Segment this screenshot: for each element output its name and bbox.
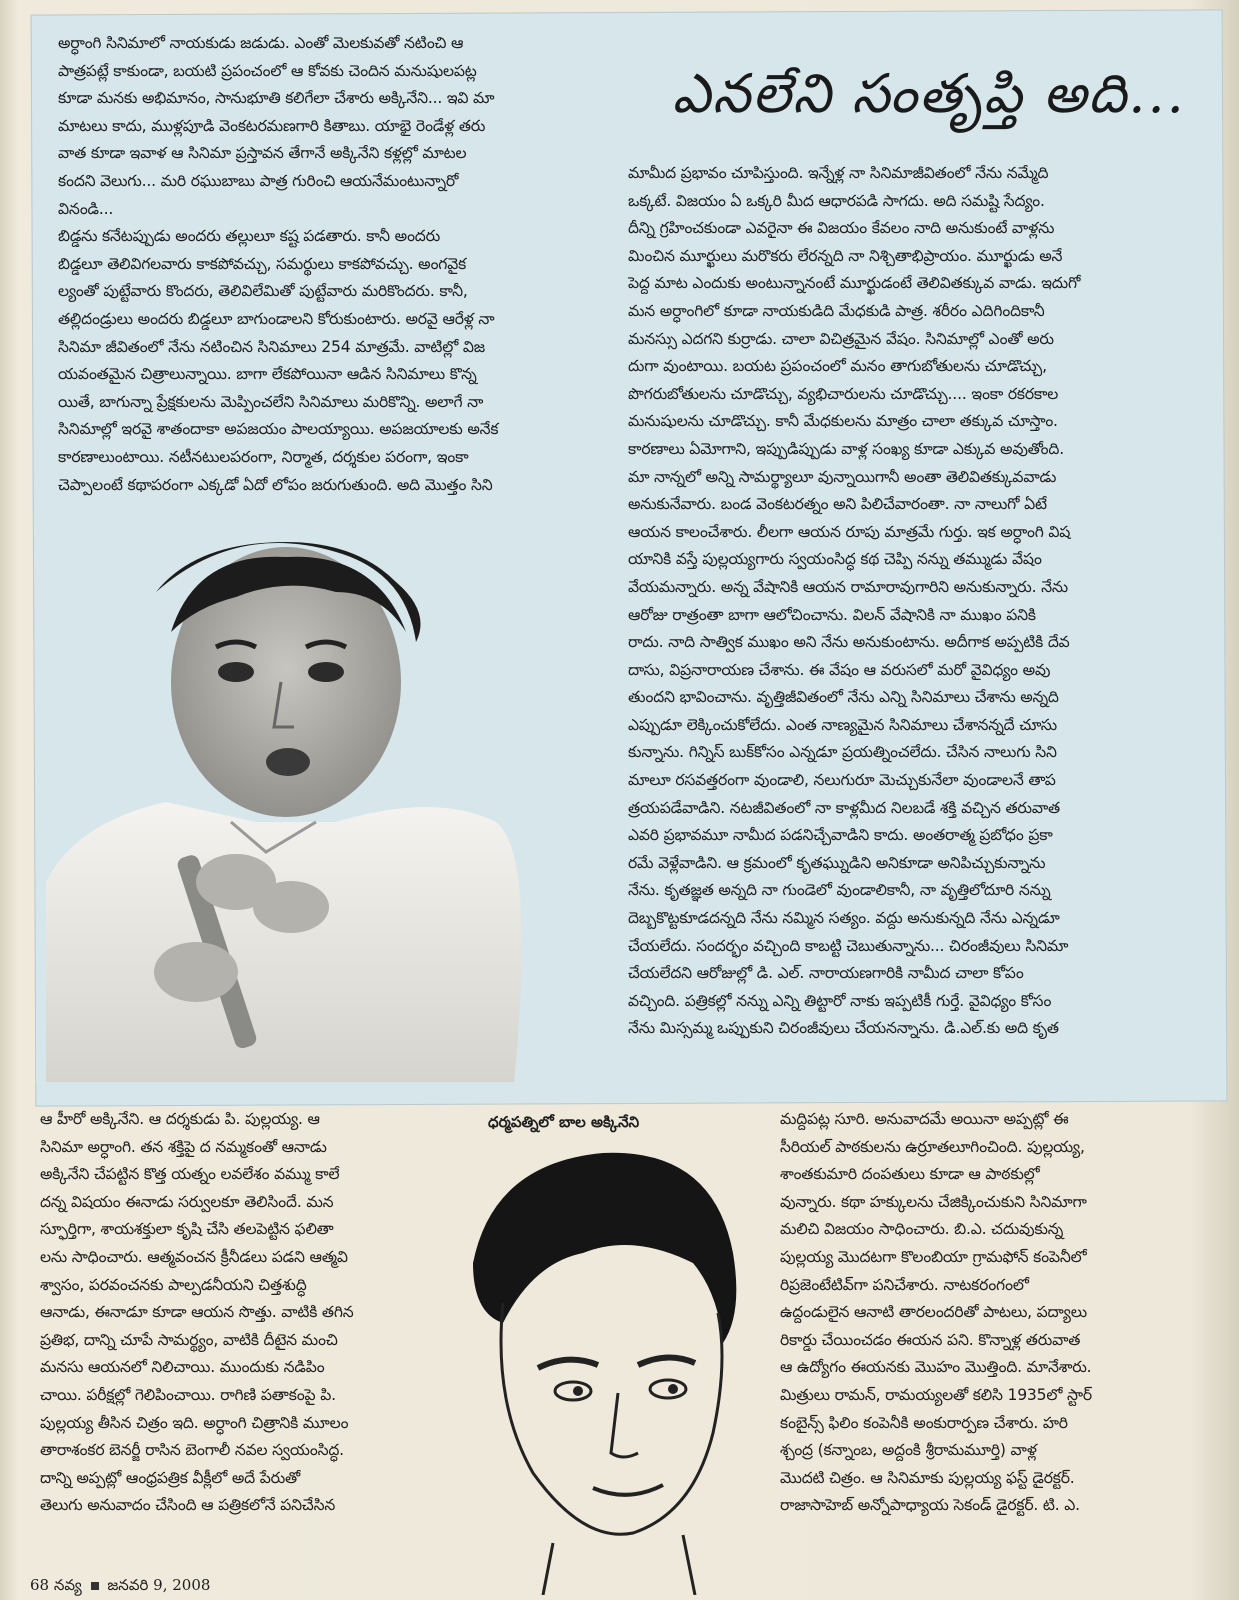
text-line: పుల్లయ్య మొదటగా కొలంబియా గ్రామఫోన్ కంపెనీలో xyxy=(780,1247,1087,1266)
text-line: పెద్ద మాట ఎందుకు అంటున్నానంటే మూర్ఖుడంటే తెలివితక్కువ వాడు. ఇదుగో xyxy=(628,274,1081,293)
text-line: కారణాలు ఏమోగాని, ఇప్పుడిప్పుడు వాళ్ల సంఖ్య కూడా ఎక్కువ అవుతోంది. xyxy=(628,439,1064,458)
text-line: సినిమా అర్ధాంగి. తన శక్తిపై ద నమ్మకంతో ఆనాడు xyxy=(40,1137,327,1156)
issue-date: జనవరి 9, 2008 xyxy=(107,1576,211,1594)
text-line: చేయలేదని ఆరోజుల్లో డి. ఎల్. నారాయణగారికి నామీద చాలా కోపం xyxy=(628,964,1024,983)
text-line: దాసు, విప్రనారాయణ చేశాను. ఈ వేషం ఆ వరుసలో మరో వైవిధ్యం అవు xyxy=(628,660,1051,679)
text-line: బిడ్డను కనేటప్పుడు అందరు తల్లులూ కష్ట పడతారు. కానీ అందరు xyxy=(58,227,441,246)
text-line: మద్దిపట్ల సూరి. అనువాదమే అయినా అప్పట్లో ఈ xyxy=(780,1110,1069,1128)
text-line: తుందని భావించాను. వృత్తిజీవితంలో నేను ఎన్ని సినిమాలు చేశాను అన్నది xyxy=(628,688,1059,707)
text-line: సినిమా జీవితంలో నేను నటించిన సినిమాలు 254 మాత్రమే. వాటిల్లో విజ xyxy=(58,337,485,356)
text-line: పొగరుబోతులను చూడొచ్చు, వ్యభిచారులను చూడొచ్చు.... ఇంకా రకరకాల xyxy=(628,384,1059,403)
text-line: మాలూ రసవత్తరంగా వుండాలి, నలుగురూ మెచ్చుకునేలా వుండాలనే తాప xyxy=(628,771,1056,790)
sketch-caption: ధర్మపత్నిలో బాల అక్కినేని xyxy=(488,1113,640,1131)
text-line: అక్కినేని చేపట్టిన కొత్త యత్నం లవలేశం వమ్ము కాలే xyxy=(40,1165,340,1184)
text-line: సీరియల్ పాఠకులను ఉర్రూతలూగించింది. పుల్లయ్య, xyxy=(780,1137,1085,1156)
text-line: మొదటి చిత్రం. ఆ సినిమాకు పుల్లయ్య ఫస్ట్ డైరక్టర్. xyxy=(780,1468,1075,1487)
text-line: యానికి వస్తే పుల్లయ్యగారు స్వయంసిద్ధ కథ చెప్పి నన్ను తమ్ముడు వేషం xyxy=(628,550,1042,569)
text-line: ఆనాడు, ఈనాడూ కూడా ఆయన సొత్తు. వాటికి తగిన xyxy=(40,1303,354,1322)
text-line: రిప్రజెంటేటివ్‌గా పనిచేశారు. నాటకరంగంలో xyxy=(780,1275,1029,1294)
text-line: యితే, బాగున్నా ప్రేక్షకులను మెప్పించలేని సినిమాలు మరికొన్ని. అలాగే నా xyxy=(58,392,484,411)
photo-akkineni-flute xyxy=(36,522,612,1084)
page-footer xyxy=(30,1576,210,1598)
text-line: వాత కూడా ఇవాళ ఆ సినిమా ప్రస్తావన తేగానే అక్కినేని కళ్లల్లో మాటల xyxy=(58,144,467,163)
text-line: కంబైన్స్ ఫిలిం కంపెనీకి అంకురార్పణ చేశారు. హరి xyxy=(780,1413,1068,1432)
page-number: 68 xyxy=(30,1576,50,1594)
text-line: రాదు. నాది సాత్విక ముఖం అని నేను అనుకుంటాను. అదీగాక అప్పటికి దేవ xyxy=(628,633,1070,652)
text-line: మా నాన్నలో అన్ని సామర్థ్యాలూ వున్నాయిగానీ అంతా తెలివితక్కువవాడు xyxy=(628,467,1057,486)
text-line: అనుకునేవారు. బండ వెంకటరత్నం అని పిలిచేవారంతా. నా నాలుగో ఏటే xyxy=(628,495,1047,514)
text-line: ఎవరి ప్రభావమూ నామీద పడనిచ్చేవాడిని కాదు. అంతరాత్మ ప్రబోధం ప్రకా xyxy=(628,826,1053,845)
text-line: రమే వెళ్లేవాడిని. ఆ క్రమంలో కృతఘ్నుడిని అనికూడా అనిపిచ్చుకున్నాను xyxy=(628,853,1046,872)
text-line: కందని వెలుగు... మరి రఘుబాబు పాత్ర గురించి ఆయనేమంటున్నారో xyxy=(58,171,459,190)
column-bottom-left xyxy=(40,1106,440,1520)
text-line: మాటలు కాదు, ముళ్లపూడి వెంకటరమణగారి కితాబు. యాభై రెండేళ్ల తరు xyxy=(58,116,486,135)
text-line: రికార్డు చేయించడం ఈయన పని. కొన్నాళ్ల తరువాత xyxy=(780,1330,1081,1349)
column-left-top xyxy=(58,30,614,499)
column-right xyxy=(628,160,1194,1043)
text-line: ఉద్దండులైన ఆనాటి తారలందరితో పాటలు, పద్యాలు xyxy=(780,1303,1087,1322)
text-line: దుగా వుంటాయి. బయట ప్రపంచంలో మనం తాగుబోతులను చూడొచ్చు, xyxy=(628,357,1047,376)
text-line: ఆరోజు రాత్రంతా బాగా ఆలోచించాను. విలన్ వేషానికి నా ముఖం పనికి xyxy=(628,605,1036,624)
text-line: దాన్ని అప్పట్లో ఆంధ్రపత్రిక వీక్లీలో అదే పేరుతో xyxy=(40,1468,301,1487)
text-line: యవంతమైన చిత్రాలున్నాయి. బాగా లేకపోయినా ఆడిన సినిమాలు కొన్న xyxy=(58,365,477,384)
text-line: కారణాలుంటాయి. నటీనటులపరంగా, నిర్మాత, దర్శకుల పరంగా, ఇంకా xyxy=(58,447,469,466)
text-line: దన్న విషయం ఈనాడు సర్వులకూ తెలిసిందే. మన xyxy=(40,1192,334,1211)
separator-square-icon xyxy=(91,1582,99,1590)
text-line: మన అర్ధాంగిలో కూడా నాయకుడిది మేధకుడి పాత్ర. శరీరం ఎదిగిందికానీ xyxy=(628,301,1045,320)
text-line: శ్చంద్ర (కన్నాంబ, అద్దంకి శ్రీరామమూర్తి) వాళ్ల xyxy=(780,1441,1037,1460)
text-line: ఒక్కటే. విజయం ఏ ఒక్కరి మీద ఆధారపడి సాగదు. అది సమష్టి సేద్యం. xyxy=(628,191,1045,210)
text-line: నేను మిస్సమ్మ ఒప్పుకుని చిరంజీవులు చేయనన్నాను. డి.ఎల్.కు అది కృత xyxy=(628,1019,1059,1038)
text-line: వున్నారు. కథా హక్కులను చేజిక్కించుకుని సినిమాగా xyxy=(780,1192,1087,1211)
text-line: వచ్చింది. పత్రికల్లో నన్ను ఎన్ని తిట్టారో నాకు ఇప్పటికీ గుర్తే. వైవిధ్యం కోసం xyxy=(628,991,1052,1010)
text-line: మామీద ప్రభావం చూపిస్తుంది. ఇన్నేళ్ల నా సినిమాజీవితంలో నేను నమ్మేది xyxy=(628,164,1049,182)
text-line: మనుషులను చూడొచ్చు. కానీ మేధకులను మాత్రం చాలా తక్కువ చూస్తాం. xyxy=(628,412,1058,431)
column-bottom-right xyxy=(780,1106,1180,1520)
text-line: తల్లిదండ్రులు అందరు బిడ్డలూ బాగుండాలని కోరుకుంటారు. అరవై ఆరేళ్ల నా xyxy=(58,309,495,328)
text-line: అర్ధాంగి సినిమాలో నాయకుడు జడుడు. ఎంతో మెలకువతో నటించి ఆ xyxy=(58,34,464,52)
text-line: ల్యంతో పుట్టేవారు కొందరు, తెలివిలేమితో పుట్టేవారు మరికొందరు. కానీ, xyxy=(58,282,468,301)
magazine-name: నవ్య xyxy=(53,1576,82,1594)
text-line: ఎప్పుడూ లెక్కించుకోలేదు. ఎంత నాణ్యమైన సినిమాలు చేశానన్నదే చూసు xyxy=(628,715,1057,734)
text-line: వేయమన్నారు. అన్న వేషానికి ఆయన రామారావుగారిని అనుకున్నారు. నేను xyxy=(628,577,1068,596)
text-line: ఆయన కాలంచేశారు. లీలగా ఆయన రూపు మాత్రమే గుర్తు. ఇక అర్ధాంగి విష xyxy=(628,522,1071,541)
sketch-young-akkineni xyxy=(433,1143,763,1595)
text-line: శ్వాసం, పరవంచనకు పాల్పడనీయని చిత్తశుద్ధి xyxy=(40,1275,307,1294)
article-headline: ఎనలేని సంతృప్తి అది... xyxy=(672,62,1186,125)
text-line: మిత్రులు రామన్, రామయ్యలతో కలిసి 1935లో స్టార్ xyxy=(780,1385,1092,1404)
text-line: పుల్లయ్య తీసిన చిత్రం ఇది. అర్ధాంగి చిత్రానికి మూలం xyxy=(40,1413,349,1432)
text-line: కున్నాను. గిన్నిస్ బుక్‌కోసం ఎన్నడూ ప్రయత్నించలేదు. చేసిన నాలుగు సిని xyxy=(628,743,1057,762)
text-line: మనస్సు ఎదగని కుర్రాడు. చాలా విచిత్రమైన వేషం. సినిమాల్లో ఎంతో అరు xyxy=(628,329,1054,348)
text-line: దీన్ని గ్రహించకుండా ఎవరైనా ఈ విజయం కేవలం నాది అనుకుంటే వాళ్లను xyxy=(628,219,1055,238)
text-line: సినిమాల్లో ఇరవై శాతందాకా అపజయం పాలయ్యాయి. అపజయాలకు అనేక xyxy=(58,420,499,439)
text-line: లను సాధించారు. ఆత్మవంచన క్రీనీడలు పడని ఆత్మవి xyxy=(40,1247,348,1266)
text-line: పాత్రపట్లే కాకుండా, బయటి ప్రపంచంలో ఆ కోవకు చెందిన మనుషులపట్ల xyxy=(58,61,477,80)
text-line: చేయలేదు. సందర్భం వచ్చింది కాబట్టి చెబుతున్నాను... చిరంజీవులు సినిమా xyxy=(628,936,1069,955)
text-line: చాయి. పరీక్షల్లో గెలిపించాయి. రాగిణి పతాకంపై పి. xyxy=(40,1385,336,1404)
text-line: ఆ హీరో అక్కినేని. ఆ దర్శకుడు పి. పుల్లయ్య. ఆ xyxy=(40,1110,320,1128)
text-line: వినండి... xyxy=(58,199,114,218)
text-line: త్రయపడేవాడిని. నటజీవితంలో నా కాళ్లమీద నిలబడే శక్తి వచ్చిన తరువాత xyxy=(628,798,1060,817)
text-line: ఆ ఉద్యోగం ఈయనకు మొహం మొత్తింది. మానేశారు. xyxy=(780,1358,1092,1377)
text-line: బిడ్డలూ తెలివిగలవారు కాకపోవచ్చు, సమర్థులు కాకపోవచ్చు. అంగవైక xyxy=(58,254,467,273)
text-line: కూడా మనకు అభిమానం, సానుభూతి కలిగేలా చేశారు అక్కినేని... ఇవి మా xyxy=(58,89,495,108)
text-line: మనసు ఆయనలో నిలిచాయి. ముందుకు నడిపిం xyxy=(40,1358,325,1377)
text-line: మించిన మూర్ఖులు మరొకరు లేరన్నది నా నిశ్చితాభిప్రాయం. మూర్ఖుడు అనే xyxy=(628,246,1063,265)
text-line: తారాశంకర బెనర్జీ రాసిన బెంగాలీ నవల స్వయంసిద్ధ. xyxy=(40,1441,344,1460)
text-line: దెబ్బకొట్టకూడదన్నది నేను నమ్మిన సత్యం. వద్దు అనుకున్నది నేను ఎన్నడూ xyxy=(628,909,1060,928)
text-line: చెప్పాలంటే కథాపరంగా ఎక్కడో ఏదో లోపం జరుగుతుంది. అది మొత్తం సిని xyxy=(58,475,493,494)
text-line: శాంతకుమారి దంపతులు కూడా ఆ పాఠకుల్లో xyxy=(780,1165,1040,1184)
text-line: మలిచి విజయం సాధించారు. బి.ఎ. చదువుకున్న xyxy=(780,1220,1064,1239)
text-line: రాజాసాహెబ్ అన్నోపాధ్యాయ సెకండ్ డైరక్టర్. టి. ఎ. xyxy=(780,1496,1080,1515)
text-line: ప్రతిభ, దాన్ని చూపే సామర్థ్యం, వాటికి దీటైన మంచి xyxy=(40,1330,338,1349)
text-line: నేను. కృతజ్ఞత అన్నది నా గుండెలో వుండాలికానీ, నా వృత్తిలోదూరి నన్ను xyxy=(628,881,1051,900)
text-line: స్ఫూర్తిగా, శాయశక్తులా కృషి చేసి తలపెట్టిన ఫలితా xyxy=(40,1220,334,1239)
text-line: తెలుగు అనువాదం చేసింది ఆ పత్రికలోనే పనిచేసిన xyxy=(40,1496,336,1515)
